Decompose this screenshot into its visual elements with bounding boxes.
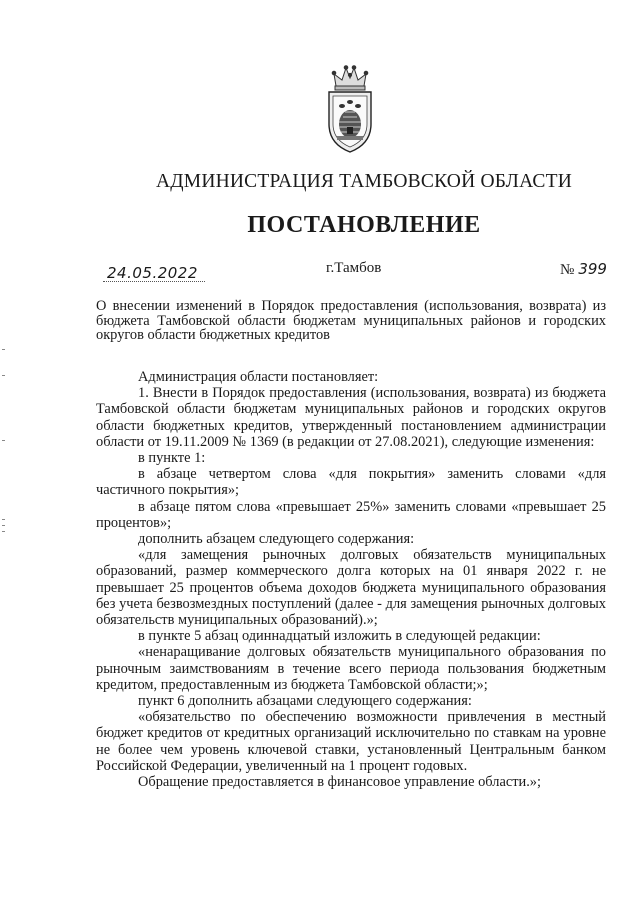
body-paragraph: «ненаращивание долговых обязательств муниципального образования по рыночным заимствованиям в течение всего периода пользования бюджетным кредитом, предоставленным из бюджета Тамбовской области;»;: [96, 644, 606, 693]
body-paragraph: в пункте 5 абзац одиннадцатый изложить в следующей редакции:: [138, 628, 541, 645]
body-paragraph: в абзаце четвертом слова «для покрытия» заменить словами «для частичного покрытия»;: [96, 466, 606, 499]
document-subject: О внесении изменений в Порядок предоставления (использования, возврата) из бюджета Тамбовской области бюджетам муниципальных районов и городских округов области бюджетных кредитов: [96, 298, 606, 344]
city-name: г.Тамбов: [326, 260, 382, 276]
body-paragraph: дополнить абзацем следующего содержания:: [138, 531, 415, 548]
document-body: [96, 369, 606, 790]
number-sign: №: [560, 262, 575, 278]
document-date: 24.05.2022: [107, 264, 198, 282]
body-paragraph: «для замещения рыночных долговых обязательств муниципальных образований, размер коммерческого долга которых на 01 января 2022 г. не превышает 25 процентов объема доходов бюджета муниципального образования без учета безвозмездных поступлений (далее - для замещения рыночных долговых обязательств муниципальных образований).»;: [96, 547, 606, 629]
body-paragraph: Обращение предоставляется в финансовое управление области.»;: [138, 774, 542, 791]
date-underline: [103, 281, 205, 282]
document-type-title: ПОСТАНОВЛЕНИЕ: [247, 212, 481, 238]
document-number: [560, 260, 607, 279]
body-paragraph: «обязательство по обеспечению возможности привлечения в местный бюджет кредитов от кредитных организаций исключительно по ставкам на уровне не более чем уровень ключевой ставки, установленный Центральным банком Российской Федерации, увеличенный на 1 процент годовых.: [96, 709, 606, 774]
coat-of-arms-emblem: [322, 64, 378, 154]
organization-name: АДМИНИСТРАЦИЯ ТАМБОВСКОЙ ОБЛАСТИ: [156, 171, 572, 192]
body-paragraph: 1. Внести в Порядок предоставления (использования, возврата) из бюджета Тамбовской области бюджетам муниципальных районов и городских округов области бюджетных кредитов, утвержденный постановлением администрации области от 19.11.2009 № 1369 (в редакции от 27.08.2021), следующие изменения:: [96, 385, 606, 450]
body-paragraph: Администрация области постановляет:: [138, 369, 379, 385]
body-paragraph: пункт 6 дополнить абзацами следующего содержания:: [138, 693, 472, 710]
body-paragraph: в пункте 1:: [138, 450, 206, 467]
body-paragraph: в абзаце пятом слова «превышает 25%» заменить словами «превышает 25 процентов»;: [96, 498, 606, 531]
number-value: 399: [578, 260, 607, 278]
